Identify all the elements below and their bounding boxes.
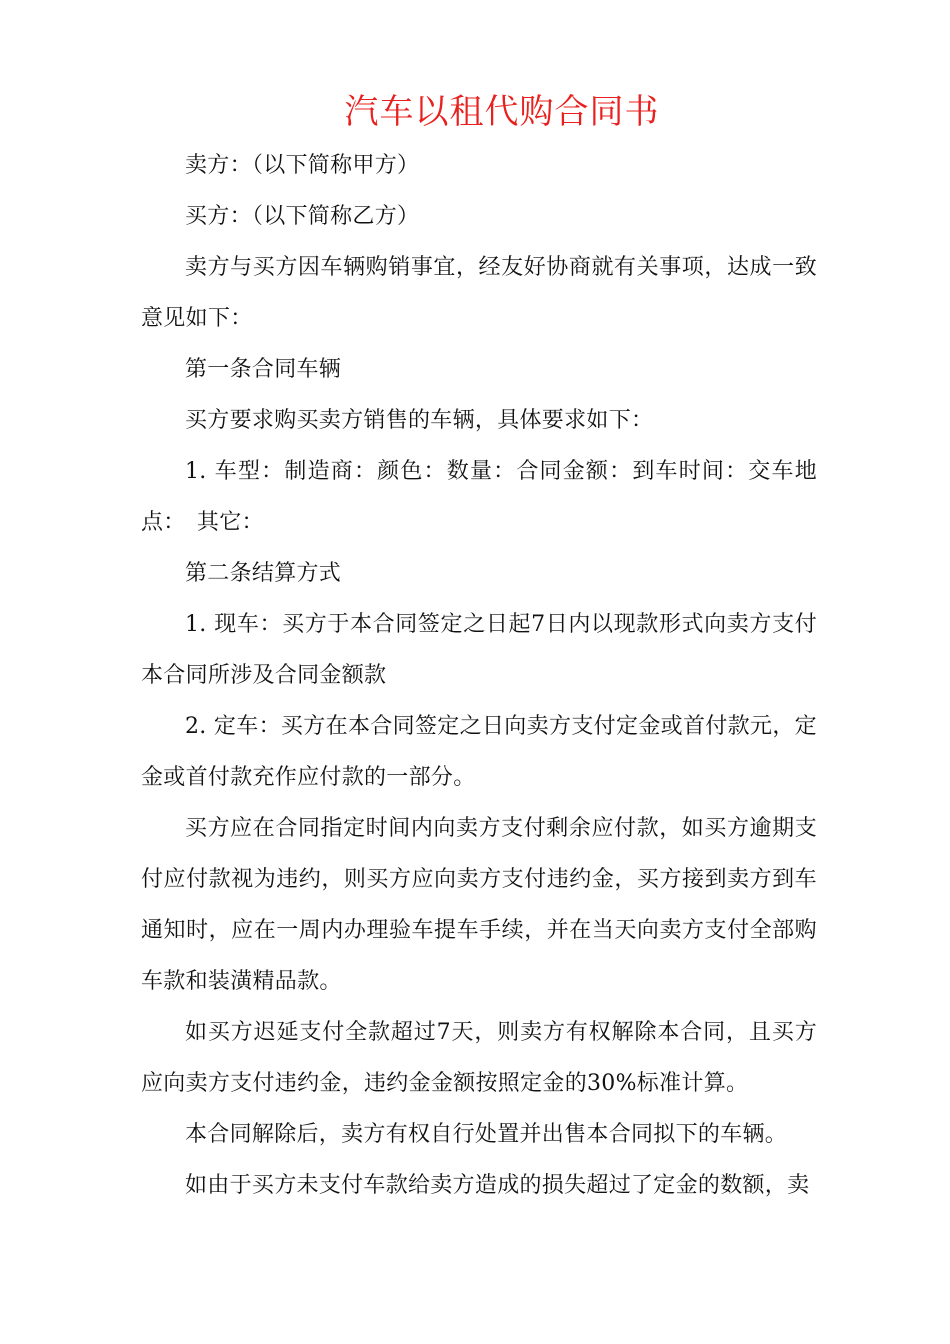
document-title: 汽车以租代购合同书 xyxy=(344,92,660,132)
document-body xyxy=(141,140,817,1211)
payment-item-2: 2. 定车：买方在本合同签定之日向卖方支付定金或首付款元，定金或首付款充作应付款的一部分。 xyxy=(141,714,817,790)
article-1-heading: 第一条合同车辆 xyxy=(185,357,342,382)
intro-paragraph: 卖方与买方因车辆购销事宜，经友好协商就有关事项，达成一致意见如下： xyxy=(141,255,817,331)
seller-line: 卖方：（以下简称甲方） xyxy=(185,153,420,178)
loss-paragraph: 如由于买方未支付车款给卖方造成的损失超过了定金的数额，卖 xyxy=(185,1173,810,1198)
remaining-payment-paragraph: 买方应在合同指定时间内向卖方支付剩余应付款，如买方逾期支付应付款视为违约，则买方应向卖方支付违约金，买方接到卖方到车通知时，应在一周内办理验车提车手续，并在当天向卖方支付全部购车款和装潢精品款。 xyxy=(141,816,817,994)
article-2-heading: 第二条结算方式 xyxy=(185,561,342,586)
article-1-paragraph: 买方要求购买卖方销售的车辆，具体要求如下： xyxy=(185,408,654,433)
payment-item-1: 1. 现车：买方于本合同签定之日起7日内以现款形式向卖方支付本合同所涉及合同金额款 xyxy=(141,612,817,688)
termination-paragraph: 本合同解除后，卖方有权自行处置并出售本合同拟下的车辆。 xyxy=(185,1122,788,1147)
buyer-line: 买方：（以下简称乙方） xyxy=(185,204,420,229)
delay-penalty-paragraph: 如买方迟延支付全款超过7天，则卖方有权解除本合同，且买方应向卖方支付违约金，违约金金额按照定金的30%标准计算。 xyxy=(141,1020,817,1096)
vehicle-details-item: 1. 车型：制造商：颜色：数量：合同金额：到车时间：交车地点： 其它： xyxy=(141,459,817,535)
